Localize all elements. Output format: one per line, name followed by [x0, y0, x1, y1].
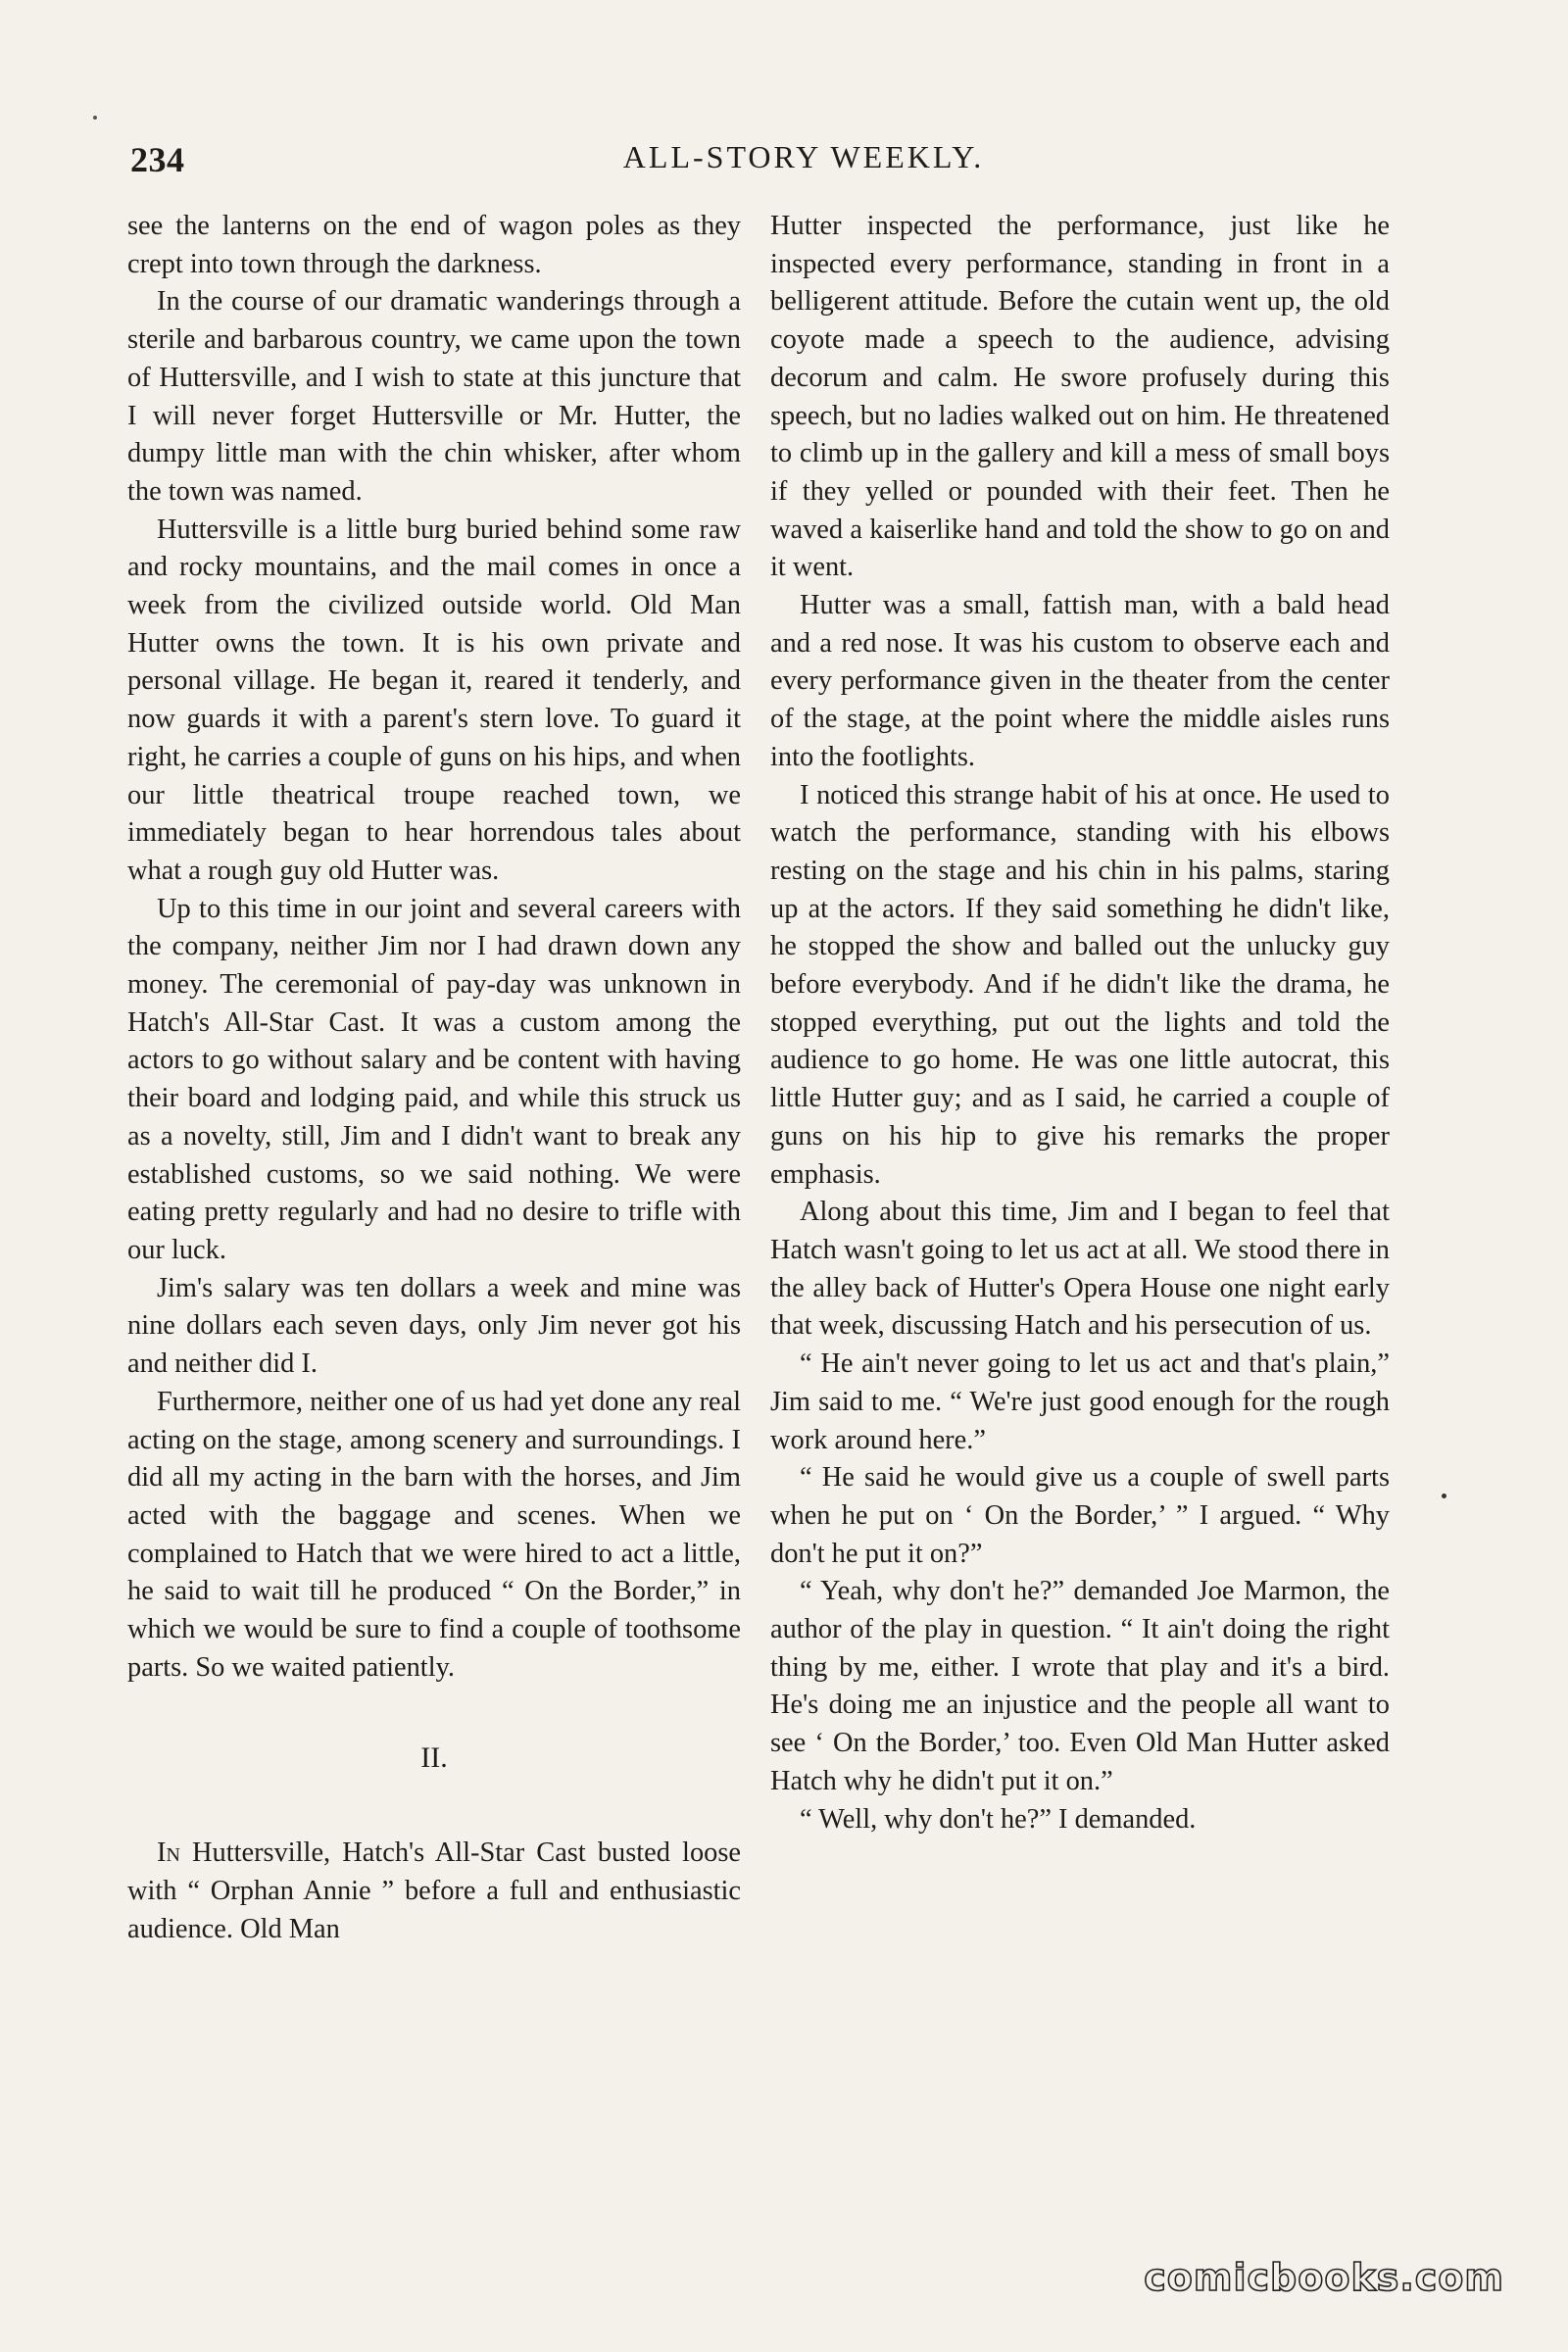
paragraph: Huttersville is a little burg buried behind some raw and rocky mountains, and the mail comes in once a week from the civilized outside world. Old Man Hutter owns the town. It is his own private and personal village. He began it, reared it tenderly, and now guards it with a parent's stern love. To guard it right, he carries a couple of guns on his hips, and when our little theatrical troupe reached town, we immediately began to hear horrendous tales about what a rough guy old Hutter was.: [127, 514, 741, 886]
paragraph: “ He ain't never going to let us act and that's plain,” Jim said to me. “ We're just good enough for the rough work around here.”: [770, 1348, 1390, 1455]
paragraph-text: Huttersville, Hatch's All-Star Cast busted loose with “ Orphan Annie ” before a full and enthusiastic audience. Old Man: [127, 1838, 741, 1944]
page-number: 234: [130, 140, 185, 179]
left-column: [127, 208, 741, 1948]
paragraph: “ Well, why don't he?” I demanded.: [800, 1803, 1197, 1835]
margin-mark: [93, 116, 97, 120]
paragraph: In the course of our dramatic wanderings through a sterile and barbarous country, we came upon the town of Huttersville, and I wish to state at this juncture that I will never forget Huttersville or Mr. Hutter, the dumpy little man with the chin whisker, after whom the town was named.: [127, 286, 741, 507]
right-column: [770, 208, 1390, 1838]
paragraph: “ He said he would give us a couple of swell parts when he put on ‘ On the Border,’ ” I argued. “ Why don't he put it on?”: [770, 1462, 1390, 1569]
running-header: ALL-STORY WEEKLY.: [622, 139, 985, 174]
paragraph: I noticed this strange habit of his at once. He used to watch the performance, standing with his elbows resting on the stage and his chin in his palms, staring up at the actors. If they said something he didn't like, he stopped the show and balled out the unlucky guy before everybody. And if he didn't like the drama, he stopped everything, put out the lights and told the audience to go home. He was one little autocrat, this little Hutter guy; and as I said, he carried a couple of guns on his hip to give his remarks the proper emphasis.: [770, 779, 1390, 1190]
paragraph: see the lanterns on the end of wagon poles as they crept into town through the darkness.: [127, 211, 741, 279]
paragraph: Hutter was a small, fattish man, with a bald head and a red nose. It was his custom to observe each and every performance given in the theater from the center of the stage, at the point where the middle aisles runs into the footlights.: [770, 590, 1390, 772]
margin-dot: [1442, 1494, 1446, 1498]
section-opening-paragraph: [127, 1835, 741, 1948]
paragraph: Hutter inspected the performance, just like he inspected every performance, standing in front in a belligerent attitude. Before the cutain went up, the old coyote made a speech to the audience, advising decorum and calm. He swore profusely during this speech, but no ladies walked out on him. He threatened to climb up in the gallery and kill a mess of small boys if they yelled or pounded with their feet. Then he waved a kaiserlike hand and told the show to go on and it went.: [770, 211, 1390, 583]
paragraph: “ Yeah, why don't he?” demanded Joe Marmon, the author of the play in question. “ It ain't doing the right thing by me, either. I wrote that play and it's a bird. He's doing me an injustice and the people all want to see ‘ On the Border,’ too. Even Old Man Hutter asked Hatch why he didn't put it on.”: [770, 1576, 1390, 1796]
paragraph: Along about this time, Jim and I began to feel that Hatch wasn't going to let us act at all. We stood there in the alley back of Hutter's Opera House one night early that week, discussing Hatch and his persecution of us.: [770, 1197, 1390, 1342]
paragraph: Up to this time in our joint and several careers with the company, neither Jim nor I had drawn down any money. The ceremonial of pay-day was unknown in Hatch's All-Star Cast. It was a custom among the actors to go without salary and be content with having their board and lodging paid, and while this struck us as a novelty, still, Jim and I didn't want to break any established customs, so we said nothing. We were eating pretty regularly and had no desire to trifle with our luck.: [127, 893, 741, 1265]
paragraph: Furthermore, neither one of us had yet done any real acting on the stage, among scenery and surroundings. I did all my acting in the barn with the horses, and Jim acted with the baggage and scenes. When we complained to Hatch that we were hired to act a little, he said to wait till he produced “ On the Border,” in which we would be sure to find a couple of toothsome parts. So we waited patiently.: [127, 1386, 741, 1683]
watermark-logo: comicbooks.com: [1144, 2256, 1504, 2299]
lead-in-word: In: [157, 1838, 180, 1869]
paragraph: Jim's salary was ten dollars a week and mine was nine dollars each seven days, only Jim never got his and neither did I.: [127, 1272, 741, 1380]
section-heading: II.: [420, 1741, 448, 1775]
